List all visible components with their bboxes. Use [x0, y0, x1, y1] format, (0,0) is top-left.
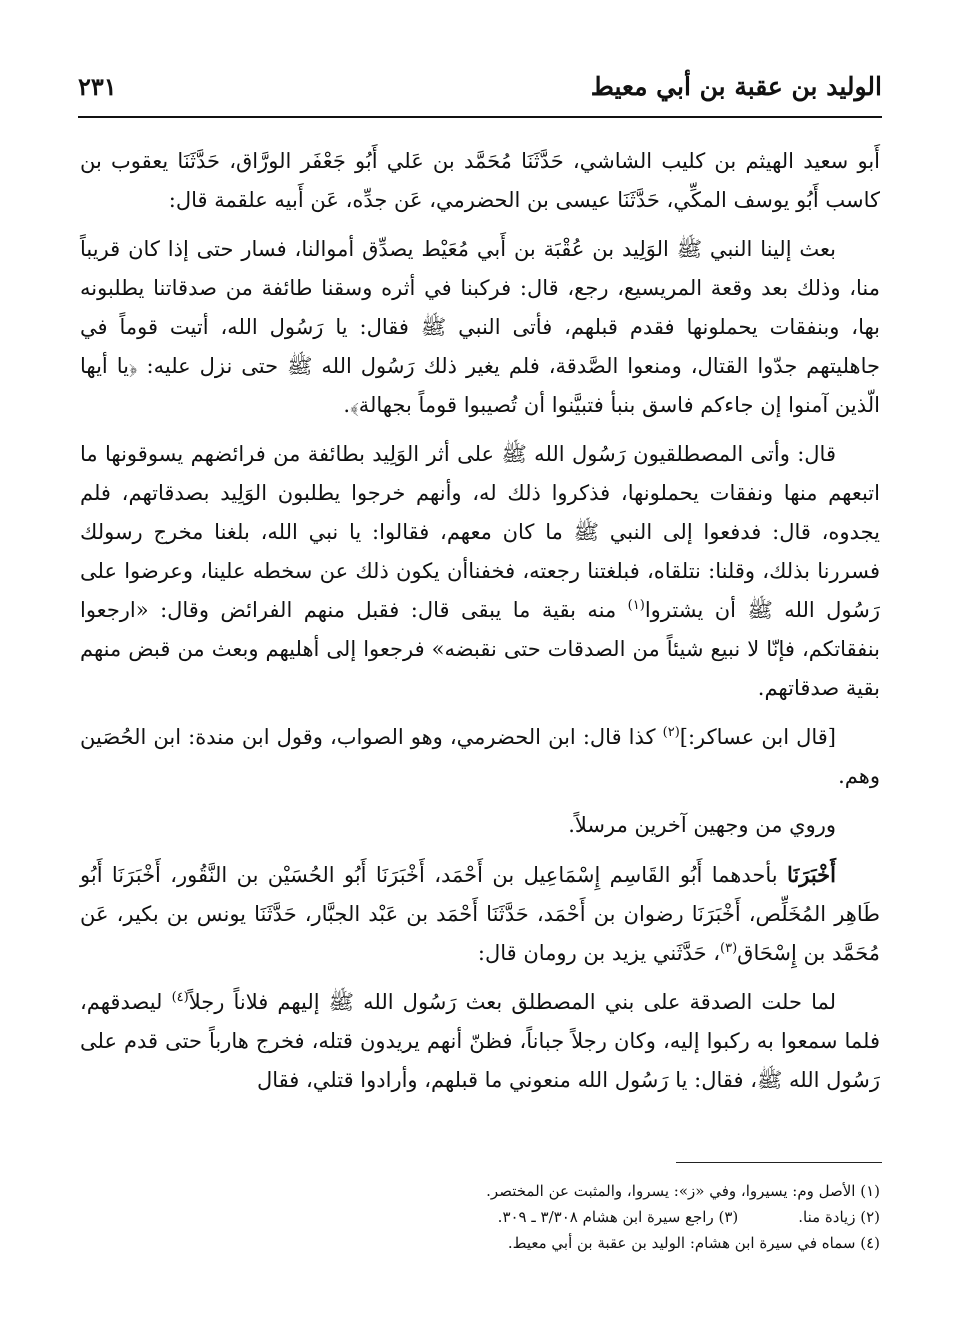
- footnote: (٣) راجع سيرة ابن هشام ٣/٣٠٨ ـ ٣٠٩.: [497, 1208, 739, 1226]
- paragraph-text: بأحدهما أَبُو القَاسِم إِسْمَاعِيل بن أَحْمَد، أَخْبَرَنَا أَبُو الحُسَيْن بن النَّقُور، أَخْبَرَنَا أَبُو طَاهِر المُخَلِّص، أَخْبَرَنَا رضوان بن أَحْمَد، حَدَّثَنَا أَحْمَد بن عَبْد الجبَّار، حَدَّثَنَا يونس بن بكير، عَن مُحَمَّد بن إِسْحَاق: [80, 863, 880, 965]
- paragraph-text: ، حَدَّثَني يزيد بن رومان قال:: [477, 941, 721, 965]
- paragraph: [80, 230, 880, 425]
- paragraph: [80, 855, 880, 973]
- footnote-marker: (٤): [171, 990, 189, 1005]
- paragraph-text: وروي من وجهين آخرين مرسلاً.: [568, 813, 836, 837]
- paragraph-lead: أَخْبَرَنَا: [787, 862, 836, 887]
- paragraph-text: ليصدقهم، فلما سمعوا به ركبوا إليه، وكان رجلاً جباناً، فظنّ أنهم يريدون قتله، فخرج هارباً حتى قدم على رَسُول الله ﷺ، فقال: يا رَسُول الله منعوني ما قبلهم، وأرادوا قتلي، فقال: [80, 990, 880, 1092]
- paragraph: [80, 435, 880, 708]
- paragraph-text: لما حلت الصدقة على بني المصطلق بعث رَسُول الله ﷺ إليهم فلاناً رجلاً: [188, 990, 837, 1014]
- paragraph-text: بعث إلينا النبي ﷺ الوَلِيد بن عُقْبَة بن أَبي مُعَيْط يصدِّق أموالنا، فسار حتى إذا كان قريباً منا، وذلك بعد وقعة المريسيع، رجع، قال: فركبنا في أثره وسقنا طائفة من صدقاتنا يطلبونه بها، وبنفقات يحملونها فقدم قبلهم، فأتى النبي ﷺ فقال: يا رَسُول الله، أتيت قوماً في جاهليتهم جدّوا القتال، ومنعوا الصَّدقة، فلم يغير ذلك رَسُول الله ﷺ حتى نزل عليه: ﴿يا أيها الّذين آمنوا إن جاءكم فاسق بنبأ فتبيَّنوا أن تُصيبوا قوماً بجهالة﴾.: [80, 237, 880, 417]
- footnotes: [80, 1178, 880, 1256]
- paragraph-text: قال: وأتى المصطلقيون رَسُول الله ﷺ على أثر الوَلِيد بطائفة من فرائضهم يسوقونها ما اتبعهم منها ونفقات يحملونها، فذكروا ذلك له، وأنهم خرجوا يطلبون الوَلِيد بصدقاتهم، فلم يجدوه، قال: فدفعوا إلى النبي ﷺ ما كان معهم، فقالوا: يا نبي الله، بلغنا مخرج رسولك فسررنا بذلك، وقلنا: نتلقاه، فبلغتنا رجعته، فخفناأن يكون ذلك عن سخطه علينا، وعرضوا على رَسُول الله ﷺ أن يشتروا: [80, 442, 881, 622]
- footnote-marker: (٢): [662, 725, 680, 740]
- paragraph-text: [قال ابن عساكر:]: [679, 725, 836, 749]
- main-text: [80, 142, 880, 1110]
- footnote: (٤) سماه في سيرة ابن هشام: الوليد بن عقبة بن أبي معيط.: [507, 1234, 880, 1252]
- paragraph: [80, 142, 880, 220]
- paragraph: [80, 983, 880, 1100]
- page-header: [78, 64, 882, 112]
- footnote-separator: [676, 1162, 882, 1163]
- running-title: الوليد بن عقبة بن أبي معيط: [590, 72, 882, 101]
- footnote-marker: (٣): [720, 941, 738, 956]
- header-rule: [78, 116, 882, 118]
- paragraph: [80, 806, 880, 845]
- paragraph: [80, 718, 880, 796]
- paragraph-text: أَبو سعيد الهيثم بن كليب الشاشي، حَدَّثَنَا مُحَمَّد بن عَلي أَبُو جَعْفَر الورَّاق، حَدَّثَنَا يعقوب بن كاسب أَبُو يوسف المكِّي، حَدَّثَنَا عيسى بن الحضرمي، عَن جدِّه، عَن أَبيه علقمة قال:: [80, 149, 880, 212]
- paragraph-text: كذا قال: ابن الحضرمي، وهو الصواب، وقول ابن مندة: ابن الحُصَين وهم.: [80, 725, 880, 788]
- paragraph-text: منه بقية ما يبقى قال: فقبل منهم الفرائض وقال: «ارجعوا بنفقاتكم، فإنّا لا نبيع شيئاً من الصدقات حتى نقبضه» فرجعوا إلى أهليهم وبعث من قبض منهم بقية صدقاتهم.: [80, 598, 880, 700]
- footnote: (١) الأصل وم: يسيروا، وفي «ز»: يسروا، والمثبت عن المختصر.: [486, 1182, 880, 1200]
- footnote-marker: (١): [627, 598, 645, 613]
- footnote-row: [80, 1204, 880, 1230]
- footnote: (٢) زيادة منا.: [798, 1208, 880, 1226]
- page-number: ٢٣١: [78, 72, 117, 101]
